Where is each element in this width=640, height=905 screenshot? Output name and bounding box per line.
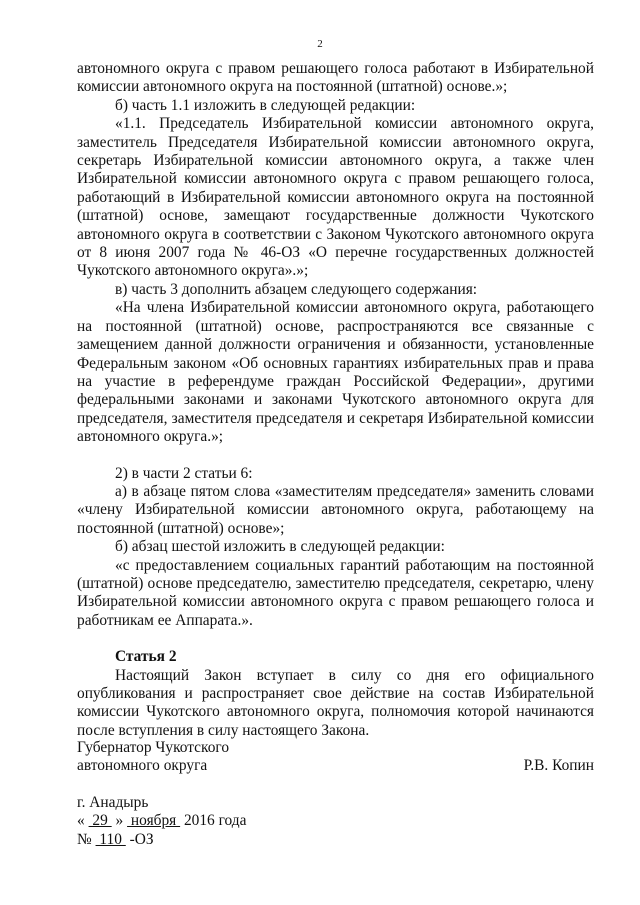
footer-date [77,812,246,830]
signature-title-line1: Губернатор Чукотского [77,739,230,756]
paragraph-amendment-b-sixth: б) абзац шестой изложить в следующей редакции: [115,538,445,556]
document-body [77,60,594,740]
date-close-quote: » [115,812,124,830]
footer-law-number [77,831,246,849]
page-number: 2 [317,38,323,50]
signature-block [77,739,594,776]
date-year: 2016 года [183,812,247,830]
date-open-quote: « [77,812,85,830]
paragraph-article-6: 2) в части 2 статьи 6: [115,464,253,482]
number-value: 110 [95,830,126,848]
paragraph-member-obligations: «На члена Избирательной комиссии автономного округа, работающего на постоянной (штатной) основе, распространяются все связанные с замещением данной должности ограничения и обязанности, установленные Федеральным законом «Об основных гарантиях избирательных прав и права на участие в референдуме граждан Российской Федерации», другими федеральными законами и законами Чукотского автономного округа для председателя, заместителя председателя и секретаря Избирательной комиссии автономного округа.»; [77,299,594,446]
date-day: 29 [88,812,112,830]
footer-city: г. Анадырь [77,794,149,811]
paragraph-entry-into-force: Настоящий Закон вступает в силу со дня его официального опубликования и распространяет свое действие на состав Избирательной комиссии Чукотского автономного округа, полномочия которой начинаются после вступления в силу настоящего Закона. [77,666,594,739]
document-footer [77,794,246,849]
number-suffix: -ОЗ [129,830,154,848]
paragraph-gap [77,447,594,465]
signature-title-line2: автономного округа [77,757,208,775]
signature-name: Р.В. Копин [523,757,594,775]
paragraph-amendment-a: а) в абзаце пятом слова «заместителям председателя» заменить словами «члену Избирательной комиссии автономного округа, работающему на постоянной (штатной) основе»; [77,482,594,537]
article-heading: Статья 2 [115,648,177,666]
paragraph-social-guarantees: «с предоставлением социальных гарантий работающим на постоянной (штатной) основе председателю, заместителю председателя, секретарю, члену Избирательной комиссии автономного округа с правом решающего голоса и работникам ее Аппарата.». [77,556,594,629]
number-prefix: № [77,830,92,848]
paragraph-amendment-v: в) часть 3 дополнить абзацем следующего содержания: [115,280,478,298]
paragraph-gap [77,630,594,648]
paragraph-amendment-b: б) часть 1.1 изложить в следующей редакции: [115,96,416,114]
paragraph-part-1-1: «1.1. Председатель Избирательной комиссии автономного округа, заместитель Председателя Избирательной комиссии автономного округа, секретарь Избирательной комиссии автономного округа, а также член Избирательной комиссии автономного округа с правом решающего голоса, работающий в Избирательной комиссии автономного округа на постоянной (штатной) основе, замещают государственные должности Чукотского автономного округа в соответствии с Законом Чукотского автономного округа от 8 июня 2007 года № 46-ОЗ «О перечне государственных должностей Чукотского автономного округа».»; [77,115,594,280]
date-month: ноября [127,812,181,830]
paragraph-continuation: автономного округа с правом решающего голоса работают в Избирательной комиссии автономного округа на постоянной (штатной) основе.»; [77,60,594,96]
